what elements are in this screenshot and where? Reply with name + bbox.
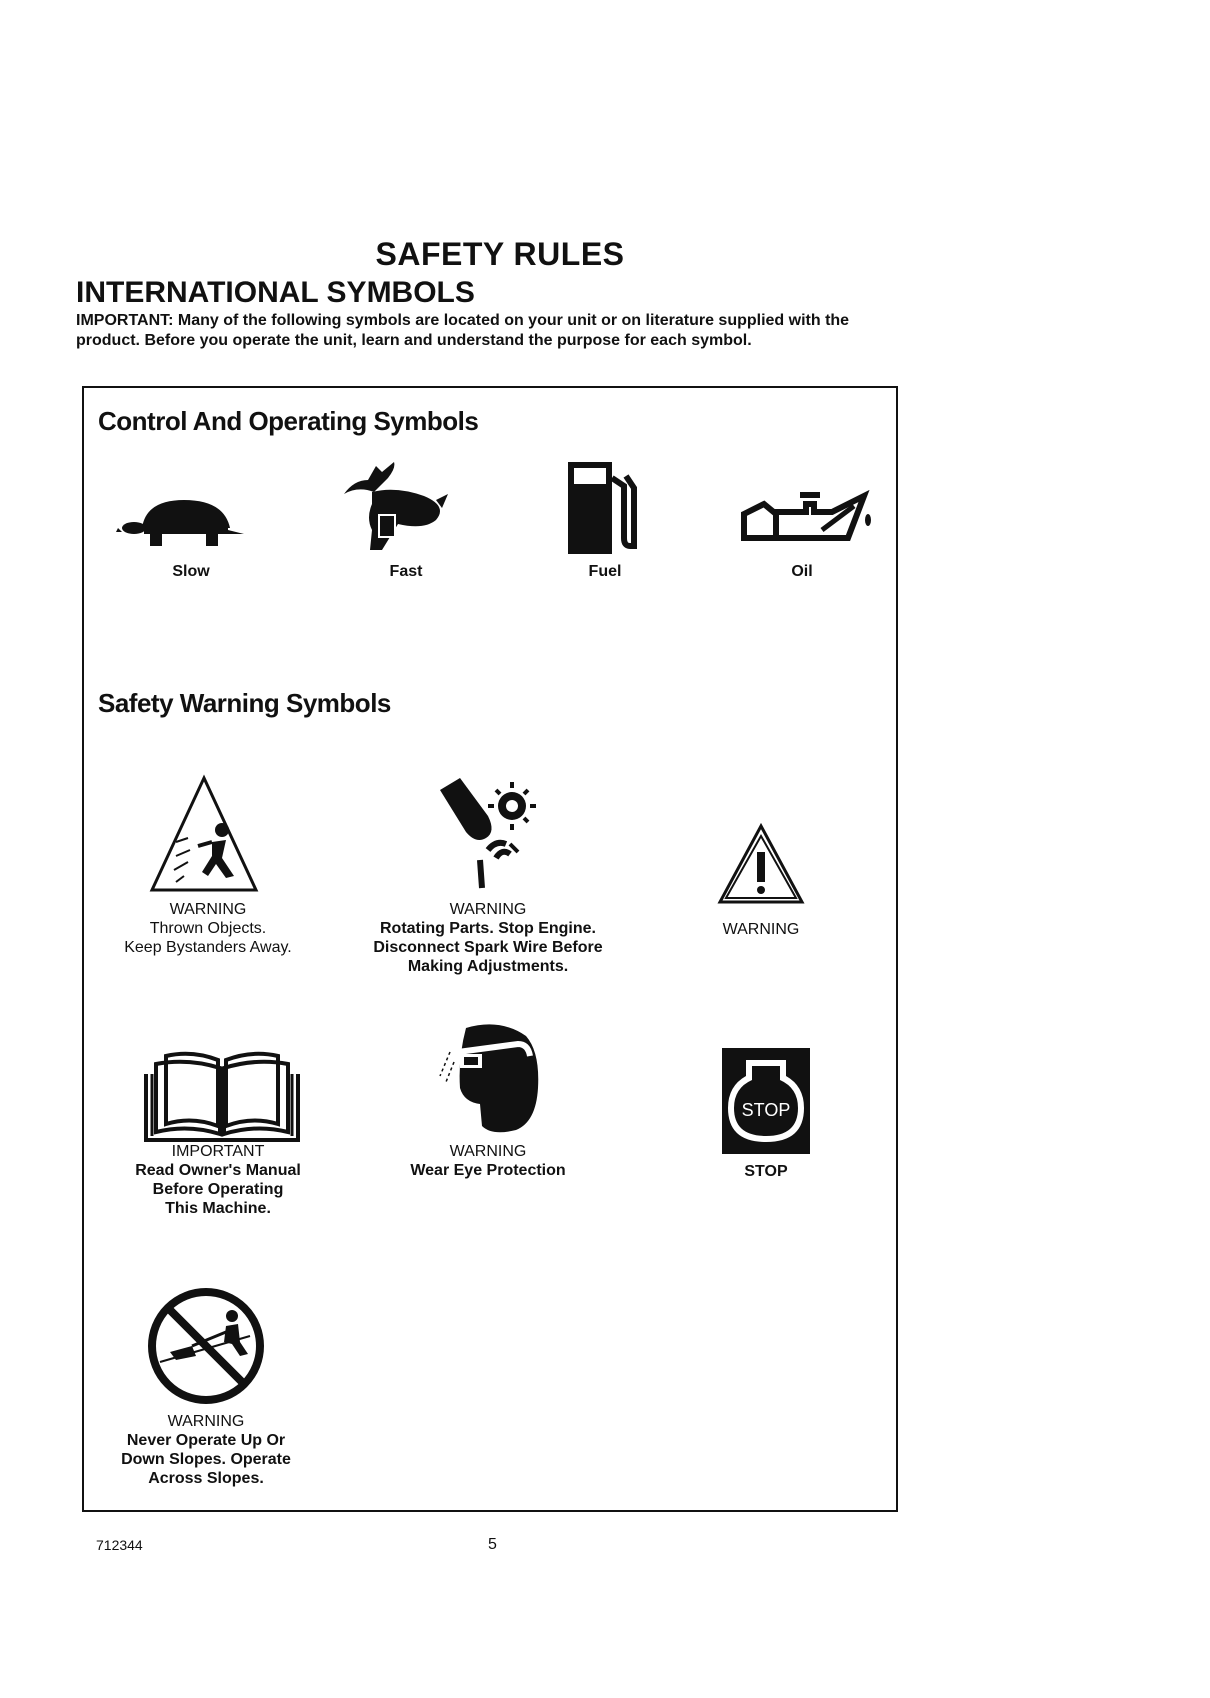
oil-label: Oil	[791, 563, 813, 580]
thrown-objects-caption: WARNING Thrown Objects. Keep Bystanders Away.	[124, 901, 292, 956]
rotating-parts-caption: WARNING Rotating Parts. Stop Engine. Disconnect Spark Wire Before Making Adjustments.	[373, 901, 603, 975]
page-title: SAFETY RULES	[375, 236, 625, 272]
stop-icon-text: STOP	[741, 1100, 791, 1120]
intro-paragraph: IMPORTANT: Many of the following symbols are located on your unit or on literature supplied with the product. Before you operate the unit, learn and understand the purpose for each symbol.	[76, 312, 850, 349]
fuel-label: Fuel	[588, 563, 622, 580]
stop-caption: STOP	[744, 1163, 788, 1180]
rabbit-icon	[336, 458, 456, 558]
oil-can-icon	[736, 484, 876, 554]
owners-manual-icon	[142, 1044, 302, 1144]
eye-protection-icon	[436, 1018, 546, 1134]
safety-section-title: Safety Warning Symbols	[98, 688, 391, 718]
no-slopes-icon	[146, 1286, 266, 1406]
rotating-parts-icon	[436, 768, 548, 892]
control-section-title: Control And Operating Symbols	[98, 406, 479, 436]
thrown-objects-icon	[146, 772, 262, 898]
fast-label: Fast	[389, 563, 423, 580]
page-number: 5	[488, 1536, 497, 1553]
part-number: 712344	[96, 1537, 143, 1553]
fuel-pump-icon	[564, 458, 644, 558]
manual-caption: IMPORTANT Read Owner's Manual Before Operating This Machine.	[135, 1143, 301, 1217]
stop-switch-icon	[720, 1046, 812, 1156]
slow-label: Slow	[172, 563, 210, 580]
eye-protection-caption: WARNING Wear Eye Protection	[410, 1143, 566, 1179]
turtle-icon	[112, 492, 252, 556]
warning-caption: WARNING	[722, 921, 800, 938]
section-subtitle: INTERNATIONAL SYMBOLS	[76, 276, 475, 309]
slopes-caption: WARNING Never Operate Up Or Down Slopes. Operate Across Slopes.	[121, 1413, 291, 1487]
warning-triangle-icon	[716, 822, 806, 906]
